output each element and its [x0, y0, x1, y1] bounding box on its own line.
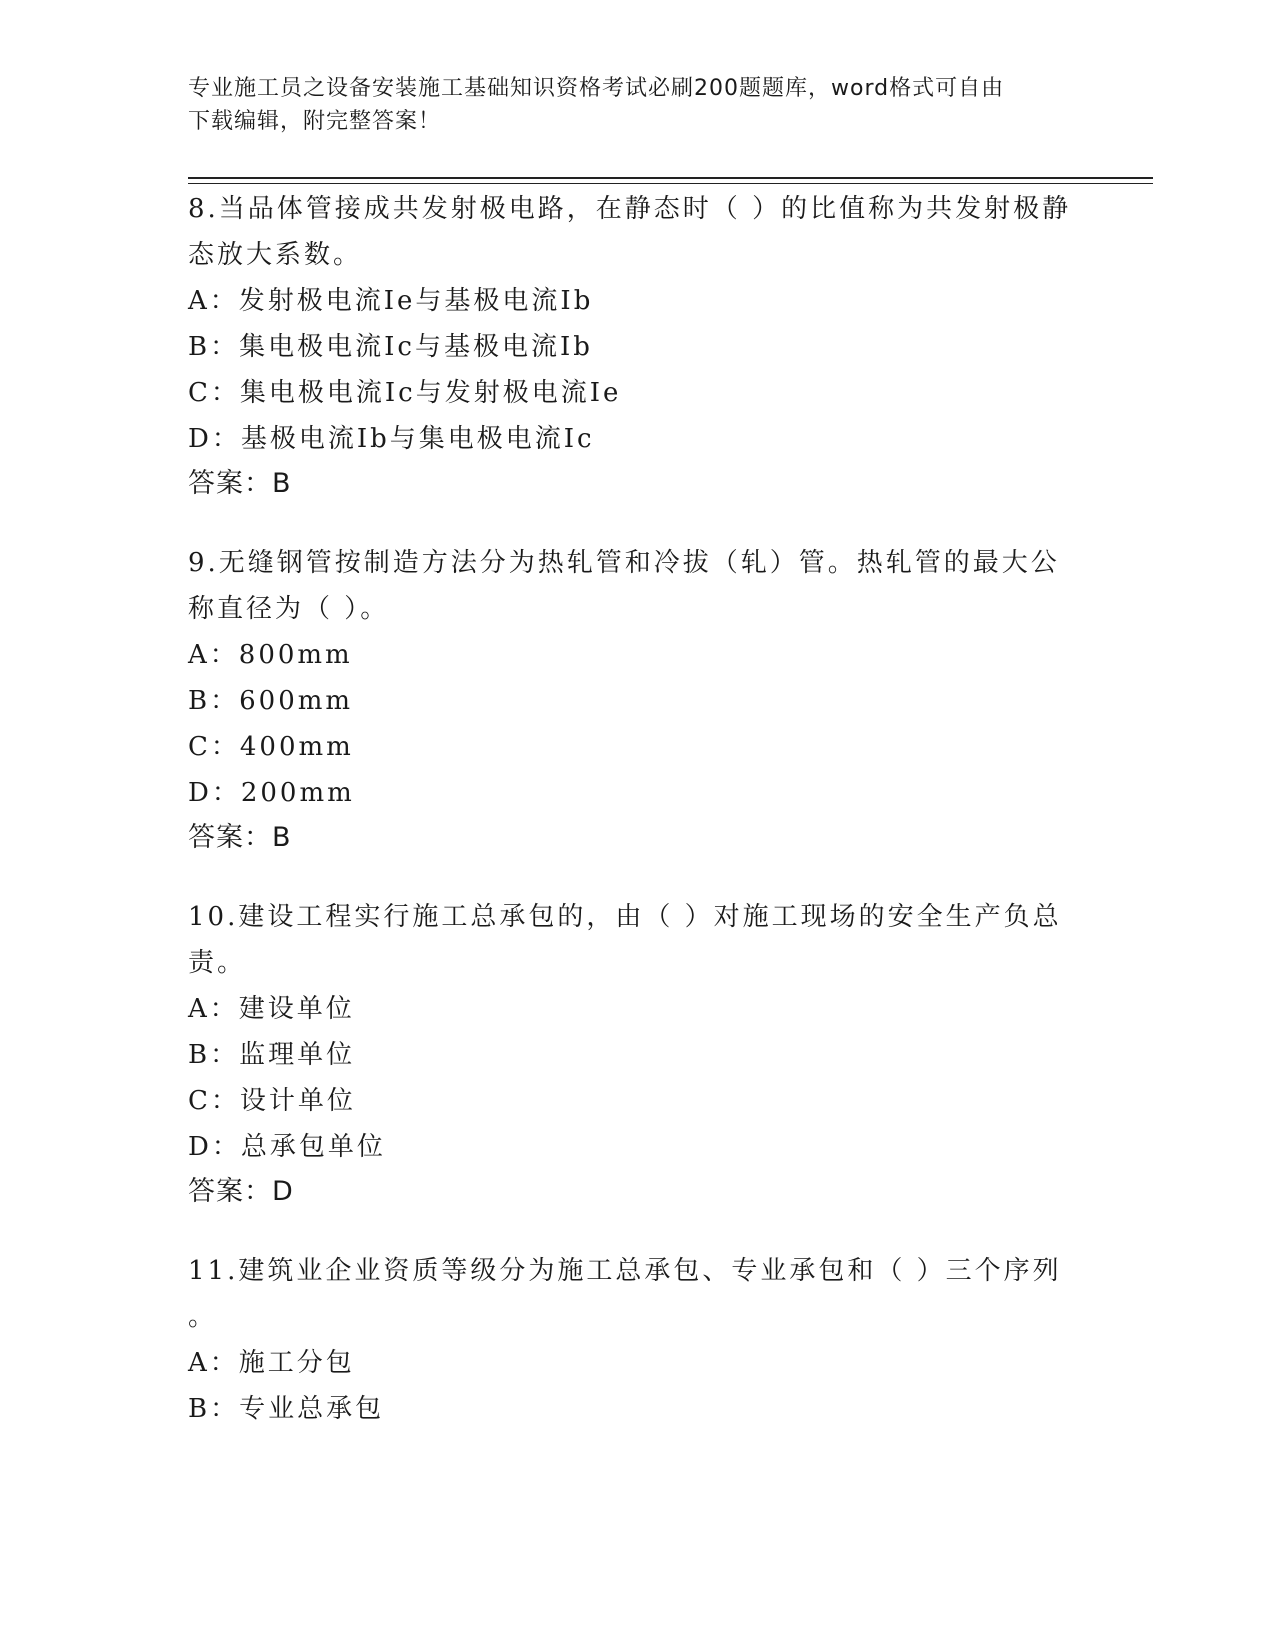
- question-stem: 10.建设工程实行施工总承包的，由（ ）对施工现场的安全生产负总: [188, 902, 1062, 932]
- option-d: D：总承包单位: [188, 1132, 386, 1162]
- option-d: D：基极电流Ib与集电极电流Ic: [188, 424, 595, 454]
- option-b: B：监理单位: [188, 1040, 356, 1070]
- header-divider-thick: [188, 177, 1153, 179]
- answer: 答案：B: [188, 468, 292, 499]
- document-header: [188, 72, 1068, 138]
- question-stem: 8.当品体管接成共发射极电路，在静态时（ ）的比值称为共发射极静: [188, 194, 1072, 224]
- option-b: B：集电极电流Ic与基极电流Ib: [188, 332, 593, 362]
- header-line-1: 专业施工员之设备安装施工基础知识资格考试必刷200题题库，word格式可自由: [188, 76, 1005, 101]
- option-b: B：专业总承包: [188, 1394, 385, 1424]
- option-b: B：600mm: [188, 686, 354, 716]
- option-c: C：400mm: [188, 732, 354, 762]
- option-c: C：设计单位: [188, 1086, 356, 1116]
- option-a: A：建设单位: [188, 994, 355, 1024]
- option-a: A：施工分包: [188, 1348, 355, 1378]
- question-stem-continued: 态放大系数。: [188, 240, 363, 270]
- answer: 答案：D: [188, 1176, 294, 1207]
- question-stem-continued: 称直径为（ ）。: [188, 594, 390, 624]
- question-stem-continued: 责。: [188, 948, 247, 978]
- question-10: [188, 894, 1068, 1214]
- option-a: A：800mm: [188, 640, 353, 670]
- question-stem: 11.建筑业企业资质等级分为施工总承包、专业承包和（ ）三个序列: [188, 1256, 1062, 1286]
- question-stem-continued: 。: [188, 1302, 218, 1332]
- answer: 答案：B: [188, 822, 292, 853]
- option-d: D：200mm: [188, 778, 355, 808]
- question-8: [188, 186, 1072, 506]
- header-divider-thin: [188, 183, 1153, 184]
- header-line-2: 下载编辑，附完整答案！: [188, 109, 442, 134]
- option-c: C：集电极电流Ic与发射极电流Ie: [188, 378, 622, 408]
- question-11: [188, 1248, 1068, 1432]
- question-stem: 9.无缝钢管按制造方法分为热轧管和冷拔（轧）管。热轧管的最大公: [188, 548, 1060, 578]
- option-a: A：发射极电流Ie与基极电流Ib: [188, 286, 594, 316]
- question-9: [188, 540, 1068, 860]
